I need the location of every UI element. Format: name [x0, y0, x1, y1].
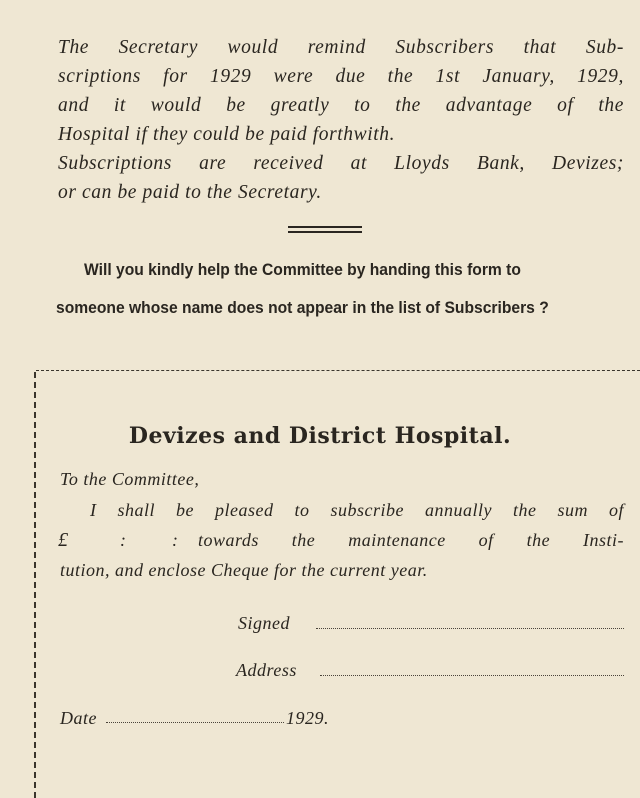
- form-body-line-2: towards the maintenance of the Insti-: [198, 530, 624, 550]
- notice-line-1: The Secretary would remind Subscribers that Sub-: [58, 37, 624, 58]
- cut-line-horizontal: [36, 370, 640, 371]
- hospital-heading: Devizes and District Hospital.: [128, 423, 512, 449]
- notice-line-4: Hospital if they could be paid forthwith.: [58, 124, 396, 145]
- salutation: To the Committee,: [60, 469, 200, 489]
- signed-field-line[interactable]: [316, 628, 624, 629]
- appeal-line-2: someone whose name does not appear in the list of Subscribers ?: [56, 298, 549, 317]
- form-body-line-3: tution, and enclose Cheque for the current year.: [60, 560, 428, 580]
- address-field-line[interactable]: [320, 675, 624, 676]
- form-body-line-1: I shall be pleased to subscribe annually the sum of: [90, 500, 624, 520]
- notice-line-6: or can be paid to the Secretary.: [58, 182, 322, 203]
- pence-colon: :: [172, 530, 179, 550]
- notice-line-3: and it would be greatly to the advantage of the: [58, 95, 624, 116]
- signed-label: Signed: [238, 613, 290, 633]
- date-field-line[interactable]: [106, 722, 284, 723]
- pound-sign: £: [58, 529, 69, 551]
- address-label: Address: [236, 660, 297, 680]
- appeal-line-1: Will you kindly help the Committee by handing this form to: [84, 260, 521, 279]
- shillings-colon: :: [120, 530, 127, 550]
- notice-line-5: Subscriptions are received at Lloyds Bank, Devizes;: [58, 153, 624, 174]
- date-year: 1929.: [286, 708, 329, 728]
- notice-line-2: scriptions for 1929 were due the 1st January, 1929,: [58, 66, 624, 87]
- double-rule-top: [288, 226, 362, 228]
- date-label: Date: [60, 708, 97, 728]
- double-rule-bottom: [288, 231, 362, 233]
